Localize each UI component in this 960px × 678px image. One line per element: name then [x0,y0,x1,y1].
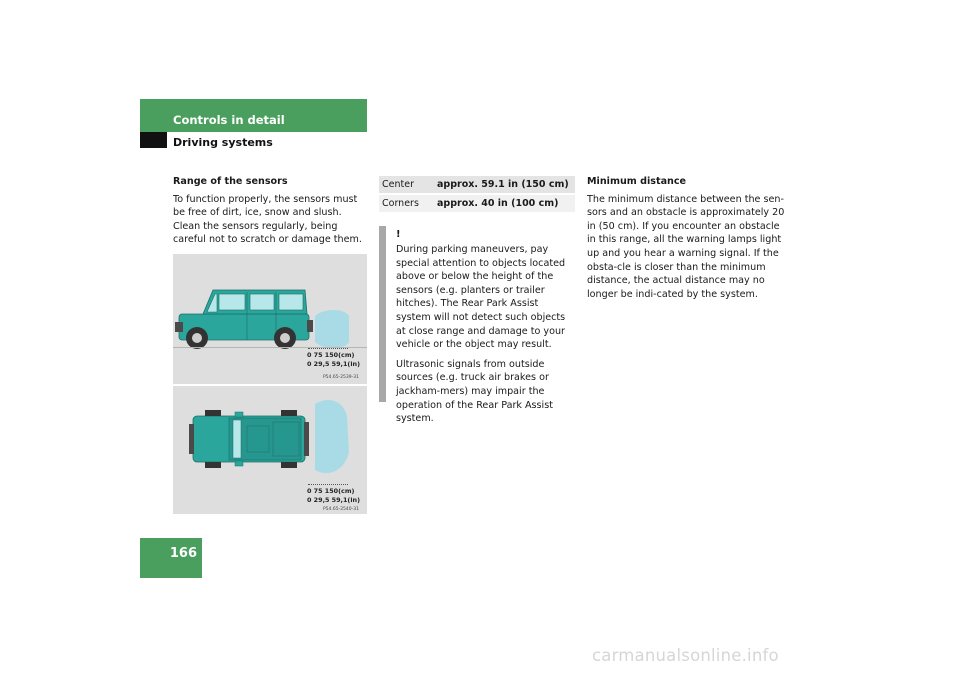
table-cell-value: approx. 59.1 in (150 cm) [434,176,575,194]
range-body: To function properly, the sensors must be free of dirt, ice, snow and slush. Clean the sensors regularly, being careful not to scratch or damage them. [173,193,362,246]
sensor-zone [315,310,349,348]
warning-exclamation-icon: ! [396,229,401,240]
side-view-figure [173,254,367,384]
table-row [379,176,575,194]
range-heading: Range of the sensors [173,176,288,187]
scale-in-label: 0 29,5 59,1(in) [307,360,361,368]
page-number-box [140,538,202,578]
watermark: carmanualsonline.info [592,646,779,665]
section-title: Controls in detail [173,113,285,127]
scale-cm-label: 0 75 150(cm) [307,351,355,359]
range-of-sensors-section [173,175,369,247]
header-tab-marker [140,132,167,148]
table-row [379,194,575,212]
top-view-figure [173,386,367,514]
distance-scale-line [308,484,348,486]
sensor-range-table [379,176,575,212]
sensor-zone [315,400,349,473]
table-cell-label: Corners [379,194,434,212]
subsection-title: Driving systems [173,136,273,149]
minimum-distance-section [587,175,787,301]
section-header-bar [140,99,367,132]
figure-code: P54.65-2539-31 [322,375,359,380]
note-side-bar [379,226,386,402]
scale-cm-label: 0 75 150(cm) [307,487,355,495]
note-paragraph: During parking maneuvers, pay special attention to objects located above or below the height of the sensors (e.g. planters or trailer hitches). The Rear Park Assist system will not detect such objects at close range and damage to your vehicle or the object may result. [396,244,566,351]
scale-in-label: 0 29,5 59,1(in) [307,496,361,504]
table-cell-label: Center [379,176,434,194]
page-number: 166 [169,546,197,561]
figure-code: P54.65-2540-31 [322,507,359,512]
distance-scale-line [308,348,348,350]
minimum-distance-heading: Minimum distance [587,176,687,187]
note-paragraph: Ultrasonic signals from outside sources (e.g. truck air brakes or jackham-mers) may impair the operation of the Rear Park Assist system. [396,358,553,425]
minimum-distance-body: The minimum distance between the sen-sors and an obstacle is approximately 20 in (50 cm). If you encounter an obstacle in this range, all the warning lamps light up and you hear a warning signal. If the obsta-cle is closer than the minimum distance, the actual distance may no longer be indi-cated by the system. [587,193,785,300]
warning-note [396,243,574,432]
table-cell-value: approx. 40 in (100 cm) [434,194,575,212]
